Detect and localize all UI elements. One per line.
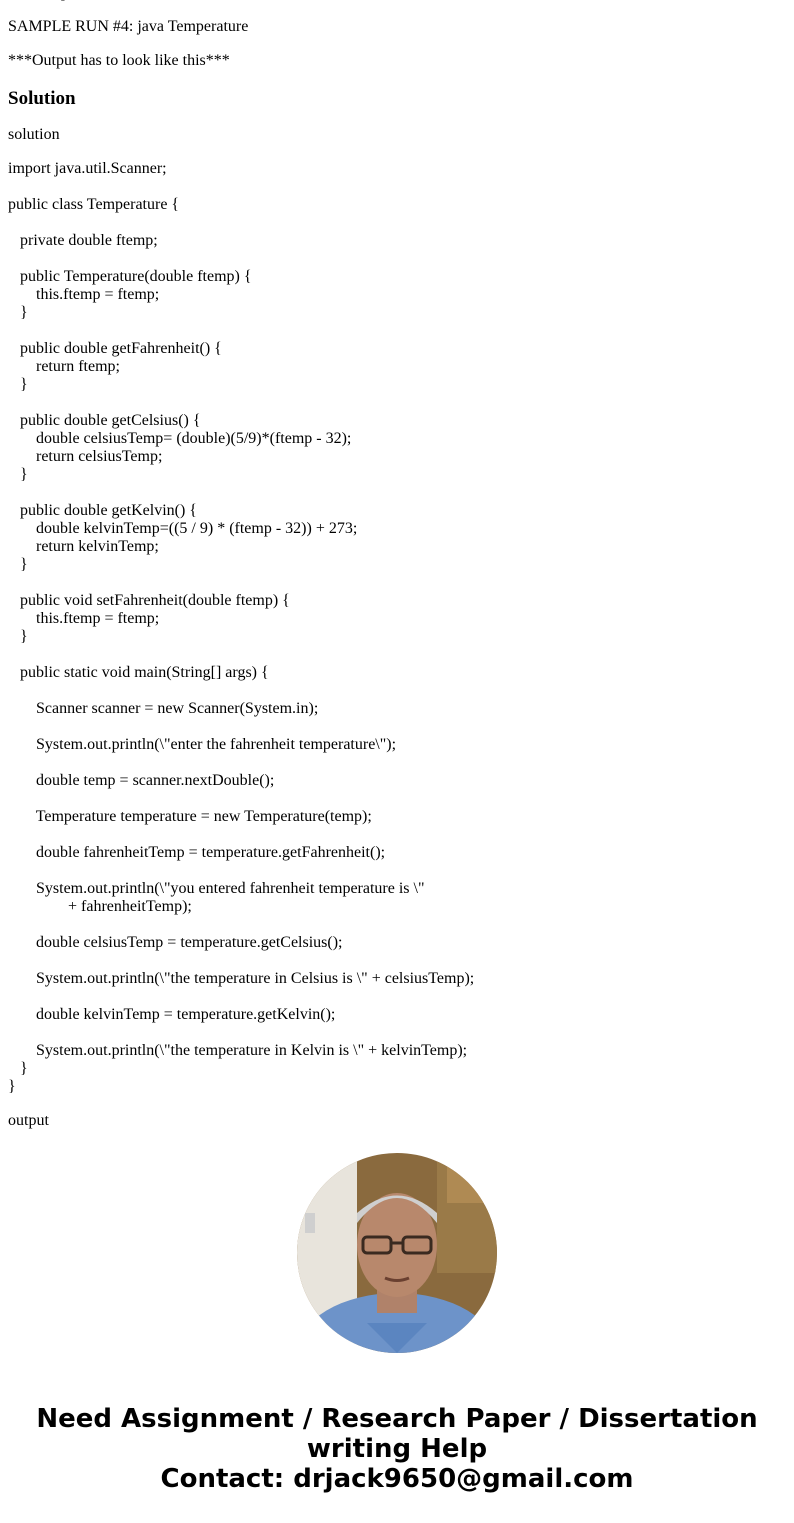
code-line: } — [8, 466, 28, 483]
promo-line-1: Need Assignment / Research Paper / Dissertation — [36, 1404, 758, 1434]
code-line — [8, 988, 786, 1006]
code-line: double kelvinTemp=((5 / 9) * (ftemp - 32)) + 273; — [8, 520, 358, 537]
promo-line-2: writing Help — [306, 1434, 488, 1464]
code-line — [8, 718, 786, 736]
code-line: return ftemp; — [8, 358, 120, 375]
code-line: } — [8, 1060, 28, 1077]
code-line — [8, 790, 786, 808]
code-line: Scanner scanner = new Scanner(System.in); — [8, 700, 319, 717]
author-avatar — [297, 1153, 497, 1353]
output-note-line: ***Output has to look like this*** — [8, 52, 230, 69]
code-line: double celsiusTemp= (double)(5/9)*(ftemp - 32); — [8, 430, 352, 447]
output-label: output — [8, 1112, 49, 1129]
code-line: public class Temperature { — [8, 196, 180, 213]
code-line: } — [8, 376, 28, 393]
code-line — [8, 484, 786, 502]
code-line: System.out.println(\"you entered fahrenheit temperature is \" — [8, 880, 425, 897]
code-line: double fahrenheitTemp = temperature.getFahrenheit(); — [8, 844, 386, 861]
code-line: public static void main(String[] args) { — [8, 664, 269, 681]
code-line: } — [8, 304, 28, 321]
code-line — [8, 1024, 786, 1042]
code-line: System.out.println(\"enter the fahrenheit temperature\"); — [8, 736, 397, 753]
code-line: public double getKelvin() { — [8, 502, 197, 519]
code-line: public void setFahrenheit(double ftemp) { — [8, 592, 290, 609]
article-body — [8, 0, 786, 1130]
code-line: public double getCelsius() { — [8, 412, 201, 429]
code-line: } — [8, 556, 28, 573]
code-line — [8, 754, 786, 772]
kelvin-output-line — [8, 0, 786, 2]
solution-heading: Solution — [8, 88, 76, 109]
code-line: private double ftemp; — [8, 232, 158, 249]
code-line: import java.util.Scanner; — [8, 160, 167, 177]
code-line: return celsiusTemp; — [8, 448, 163, 465]
code-line — [8, 862, 786, 880]
code-line: Temperature temperature = new Temperature(temp); — [8, 808, 372, 825]
code-line: this.ftemp = ftemp; — [8, 610, 160, 627]
sample-run-line: SAMPLE RUN #4: java Temperature — [8, 18, 249, 35]
code-line: this.ftemp = ftemp; — [8, 286, 160, 303]
code-line: } — [8, 1078, 16, 1095]
code-line — [8, 394, 786, 412]
code-line — [8, 952, 786, 970]
code-line: System.out.println(\"the temperature in Celsius is \" + celsiusTemp); — [8, 970, 475, 987]
code-line — [8, 916, 786, 934]
promo-contact-line: Contact: drjack9650@gmail.com — [160, 1464, 634, 1494]
code-line: return kelvinTemp; — [8, 538, 159, 555]
code-line: double temp = scanner.nextDouble(); — [8, 772, 275, 789]
code-line: System.out.println(\"the temperature in Kelvin is \" + kelvinTemp); — [8, 1042, 468, 1059]
promo-banner — [0, 1404, 794, 1494]
code-line: double kelvinTemp = temperature.getKelvin(); — [8, 1006, 336, 1023]
code-block — [8, 160, 786, 1096]
code-line: double celsiusTemp = temperature.getCelsius(); — [8, 934, 343, 951]
code-line — [8, 322, 786, 340]
code-line — [8, 574, 786, 592]
code-line: } — [8, 628, 28, 645]
code-line — [8, 214, 786, 232]
code-line: public Temperature(double ftemp) { — [8, 268, 252, 285]
code-line — [8, 178, 786, 196]
solution-label: solution — [8, 126, 60, 143]
code-line — [8, 250, 786, 268]
code-line — [8, 826, 786, 844]
code-line: public double getFahrenheit() { — [8, 340, 222, 357]
code-line — [8, 646, 786, 664]
code-line: + fahrenheitTemp); — [8, 898, 192, 915]
code-line — [8, 682, 786, 700]
author-photo-icon — [297, 1153, 497, 1353]
